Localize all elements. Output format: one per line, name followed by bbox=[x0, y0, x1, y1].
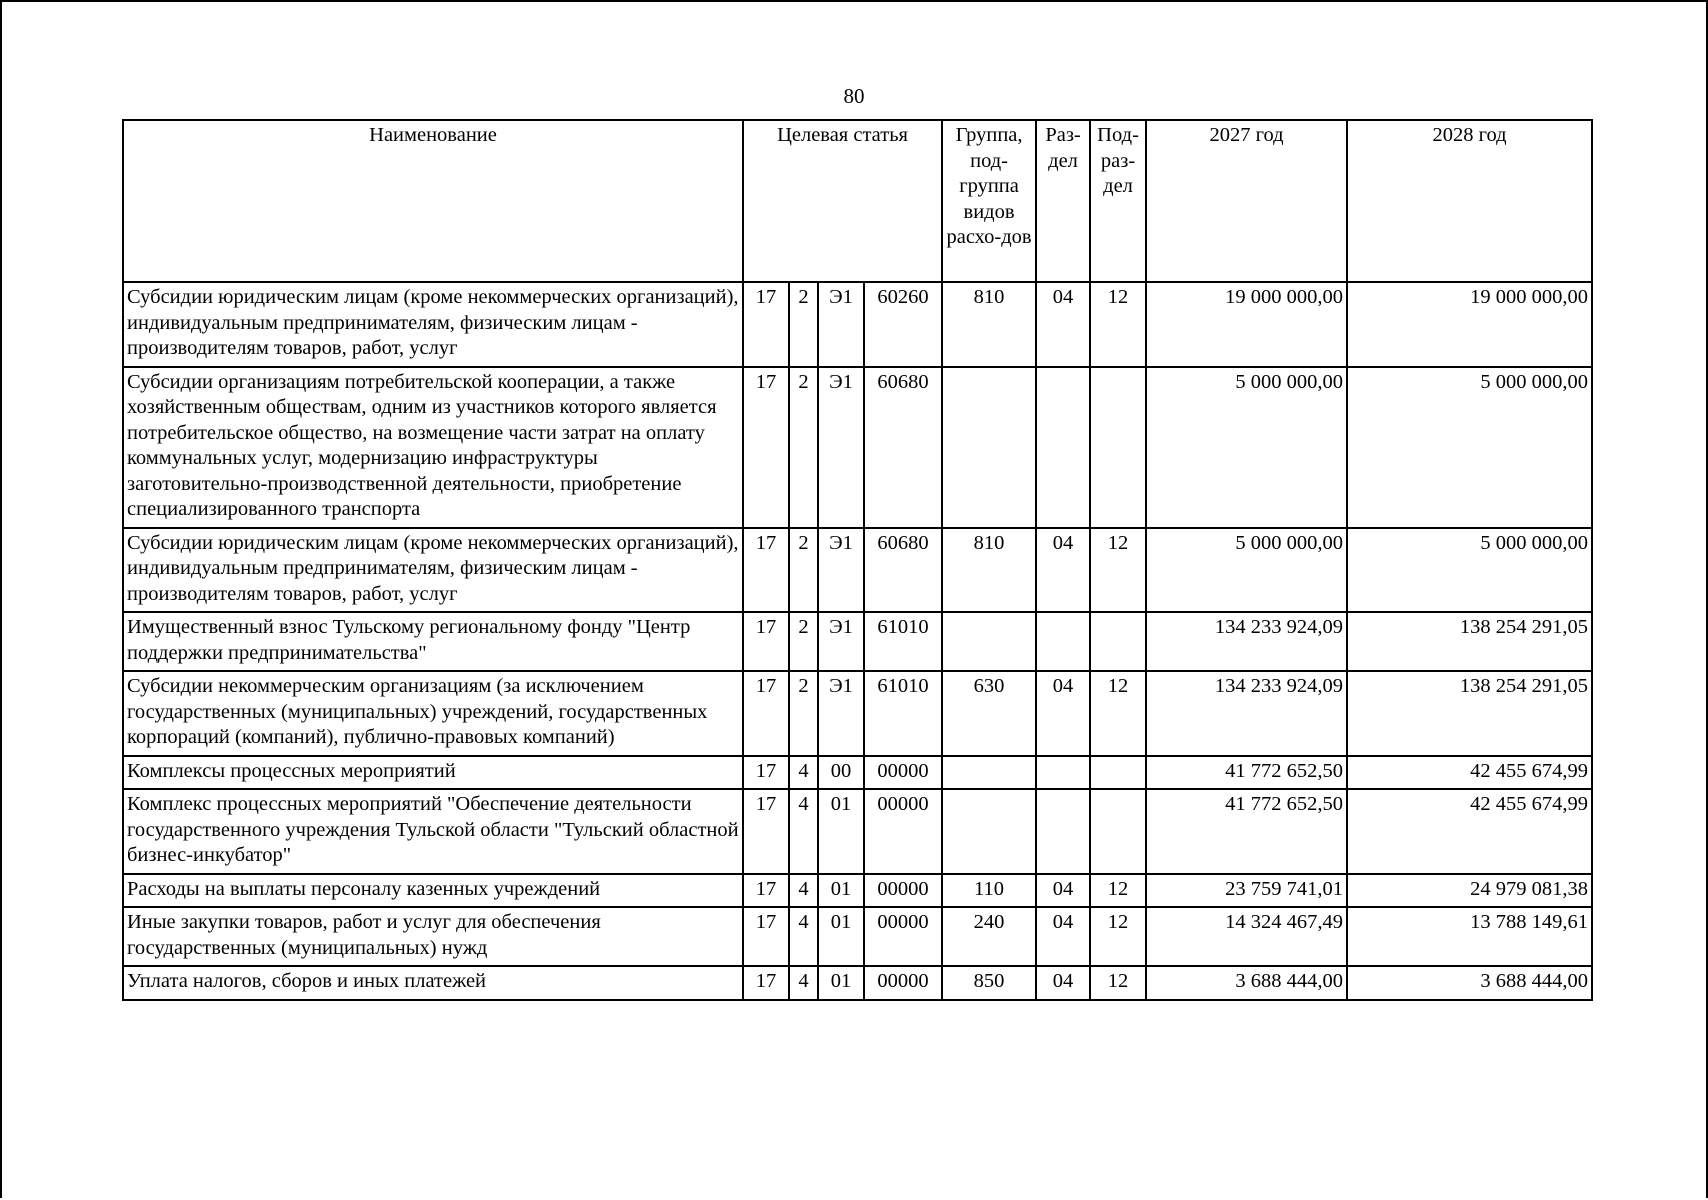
subsection-code bbox=[1090, 612, 1146, 671]
amount-2028: 5 000 000,00 bbox=[1347, 367, 1592, 528]
target-code-program: 17 bbox=[743, 756, 789, 790]
section-code bbox=[1036, 756, 1090, 790]
expense-group-code bbox=[942, 756, 1036, 790]
expense-group-code: 810 bbox=[942, 528, 1036, 613]
target-code-type: 2 bbox=[789, 612, 818, 671]
section-code bbox=[1036, 789, 1090, 874]
target-code-project: Э1 bbox=[818, 671, 864, 756]
header-section: Раз-дел bbox=[1036, 120, 1090, 282]
amount-2027: 41 772 652,50 bbox=[1146, 789, 1347, 874]
target-code-type: 2 bbox=[789, 367, 818, 528]
amount-2028: 5 000 000,00 bbox=[1347, 528, 1592, 613]
header-name: Наименование bbox=[123, 120, 743, 282]
amount-2028: 42 455 674,99 bbox=[1347, 789, 1592, 874]
target-code-program: 17 bbox=[743, 907, 789, 966]
section-code: 04 bbox=[1036, 966, 1090, 1000]
target-code-program: 17 bbox=[743, 528, 789, 613]
row-name: Комплекс процессных мероприятий "Обеспечение деятельности государственного учреждения Тульской области "Тульский областной бизнес-инкубатор" bbox=[123, 789, 743, 874]
target-code-type: 2 bbox=[789, 528, 818, 613]
target-code-program: 17 bbox=[743, 282, 789, 367]
section-code bbox=[1036, 367, 1090, 528]
expense-group-code: 630 bbox=[942, 671, 1036, 756]
subsection-code: 12 bbox=[1090, 874, 1146, 908]
table-row bbox=[123, 671, 1592, 756]
row-name: Субсидии юридическим лицам (кроме некоммерческих организаций), индивидуальным предпринимателям, физическим лицам - производителям товаров, работ, услуг bbox=[123, 528, 743, 613]
section-code: 04 bbox=[1036, 671, 1090, 756]
target-code-type: 2 bbox=[789, 282, 818, 367]
target-code-direction: 00000 bbox=[864, 756, 942, 790]
expense-group-code bbox=[942, 367, 1036, 528]
amount-2027: 14 324 467,49 bbox=[1146, 907, 1347, 966]
amount-2027: 3 688 444,00 bbox=[1146, 966, 1347, 1000]
subsection-code: 12 bbox=[1090, 907, 1146, 966]
target-code-project: 01 bbox=[818, 907, 864, 966]
subsection-code: 12 bbox=[1090, 966, 1146, 1000]
target-code-direction: 60680 bbox=[864, 367, 942, 528]
row-name: Комплексы процессных мероприятий bbox=[123, 756, 743, 790]
amount-2028: 138 254 291,05 bbox=[1347, 612, 1592, 671]
header-subsection: Под-раз-дел bbox=[1090, 120, 1146, 282]
subsection-code: 12 bbox=[1090, 528, 1146, 613]
target-code-direction: 61010 bbox=[864, 612, 942, 671]
target-code-program: 17 bbox=[743, 671, 789, 756]
target-code-program: 17 bbox=[743, 367, 789, 528]
subsection-code: 12 bbox=[1090, 282, 1146, 367]
row-name: Имущественный взнос Тульскому региональному фонду "Центр поддержки предпринимательства" bbox=[123, 612, 743, 671]
target-code-project: 00 bbox=[818, 756, 864, 790]
amount-2028: 42 455 674,99 bbox=[1347, 756, 1592, 790]
section-code bbox=[1036, 612, 1090, 671]
target-code-direction: 00000 bbox=[864, 907, 942, 966]
target-code-direction: 61010 bbox=[864, 671, 942, 756]
amount-2027: 19 000 000,00 bbox=[1146, 282, 1347, 367]
amount-2028: 24 979 081,38 bbox=[1347, 874, 1592, 908]
row-name: Уплата налогов, сборов и иных платежей bbox=[123, 966, 743, 1000]
target-code-project: 01 bbox=[818, 966, 864, 1000]
table-header-row bbox=[123, 120, 1592, 282]
page-number: 80 bbox=[843, 84, 865, 108]
amount-2027: 23 759 741,01 bbox=[1146, 874, 1347, 908]
table-row bbox=[123, 282, 1592, 367]
amount-2028: 13 788 149,61 bbox=[1347, 907, 1592, 966]
target-code-type: 4 bbox=[789, 756, 818, 790]
target-code-direction: 00000 bbox=[864, 789, 942, 874]
target-code-project: Э1 bbox=[818, 367, 864, 528]
header-expense-group: Группа, под-группа видов расхо-дов bbox=[942, 120, 1036, 282]
header-target-article: Целевая статья bbox=[743, 120, 942, 282]
target-code-type: 4 bbox=[789, 874, 818, 908]
target-code-direction: 00000 bbox=[864, 966, 942, 1000]
row-name: Субсидии некоммерческим организациям (за исключением государственных (муниципальных) учреждений, государственных корпораций (компаний), публично-правовых компаний) bbox=[123, 671, 743, 756]
amount-2028: 3 688 444,00 bbox=[1347, 966, 1592, 1000]
header-year-2027: 2027 год bbox=[1146, 120, 1347, 282]
row-name: Субсидии организациям потребительской кооперации, а также хозяйственным обществам, одним из участников которого является потребительское общество, на возмещение части затрат на оплату коммунальных услуг, модернизацию инфраструктуры заготовительно-производственной деятельности, приобретение специализированного транспорта bbox=[123, 367, 743, 528]
subsection-code: 12 bbox=[1090, 671, 1146, 756]
target-code-direction: 00000 bbox=[864, 874, 942, 908]
target-code-project: 01 bbox=[818, 874, 864, 908]
expense-group-code: 850 bbox=[942, 966, 1036, 1000]
section-code: 04 bbox=[1036, 282, 1090, 367]
amount-2027: 134 233 924,09 bbox=[1146, 612, 1347, 671]
row-name: Иные закупки товаров, работ и услуг для обеспечения государственных (муниципальных) нужд bbox=[123, 907, 743, 966]
section-code: 04 bbox=[1036, 907, 1090, 966]
target-code-type: 4 bbox=[789, 966, 818, 1000]
expense-group-code: 240 bbox=[942, 907, 1036, 966]
target-code-direction: 60260 bbox=[864, 282, 942, 367]
table-row bbox=[123, 367, 1592, 528]
section-code: 04 bbox=[1036, 528, 1090, 613]
budget-table bbox=[122, 119, 1593, 1001]
target-code-project: 01 bbox=[818, 789, 864, 874]
table-row bbox=[123, 966, 1592, 1000]
table-row bbox=[123, 789, 1592, 874]
expense-group-code bbox=[942, 612, 1036, 671]
target-code-program: 17 bbox=[743, 966, 789, 1000]
subsection-code bbox=[1090, 756, 1146, 790]
subsection-code bbox=[1090, 789, 1146, 874]
target-code-program: 17 bbox=[743, 789, 789, 874]
expense-group-code: 110 bbox=[942, 874, 1036, 908]
target-code-program: 17 bbox=[743, 612, 789, 671]
target-code-type: 4 bbox=[789, 789, 818, 874]
target-code-program: 17 bbox=[743, 874, 789, 908]
section-code: 04 bbox=[1036, 874, 1090, 908]
target-code-direction: 60680 bbox=[864, 528, 942, 613]
amount-2027: 134 233 924,09 bbox=[1146, 671, 1347, 756]
amount-2027: 41 772 652,50 bbox=[1146, 756, 1347, 790]
subsection-code bbox=[1090, 367, 1146, 528]
target-code-type: 2 bbox=[789, 671, 818, 756]
row-name: Субсидии юридическим лицам (кроме некоммерческих организаций), индивидуальным предпринимателям, физическим лицам - производителям товаров, работ, услуг bbox=[123, 282, 743, 367]
target-code-type: 4 bbox=[789, 907, 818, 966]
target-code-project: Э1 bbox=[818, 612, 864, 671]
amount-2027: 5 000 000,00 bbox=[1146, 528, 1347, 613]
target-code-project: Э1 bbox=[818, 528, 864, 613]
table-row bbox=[123, 907, 1592, 966]
amount-2028: 19 000 000,00 bbox=[1347, 282, 1592, 367]
table-row bbox=[123, 528, 1592, 613]
header-year-2028: 2028 год bbox=[1347, 120, 1592, 282]
table-row bbox=[123, 756, 1592, 790]
row-name: Расходы на выплаты персоналу казенных учреждений bbox=[123, 874, 743, 908]
expense-group-code: 810 bbox=[942, 282, 1036, 367]
amount-2028: 138 254 291,05 bbox=[1347, 671, 1592, 756]
table-body bbox=[123, 282, 1592, 1000]
target-code-project: Э1 bbox=[818, 282, 864, 367]
expense-group-code bbox=[942, 789, 1036, 874]
table-row bbox=[123, 874, 1592, 908]
amount-2027: 5 000 000,00 bbox=[1146, 367, 1347, 528]
table-row bbox=[123, 612, 1592, 671]
